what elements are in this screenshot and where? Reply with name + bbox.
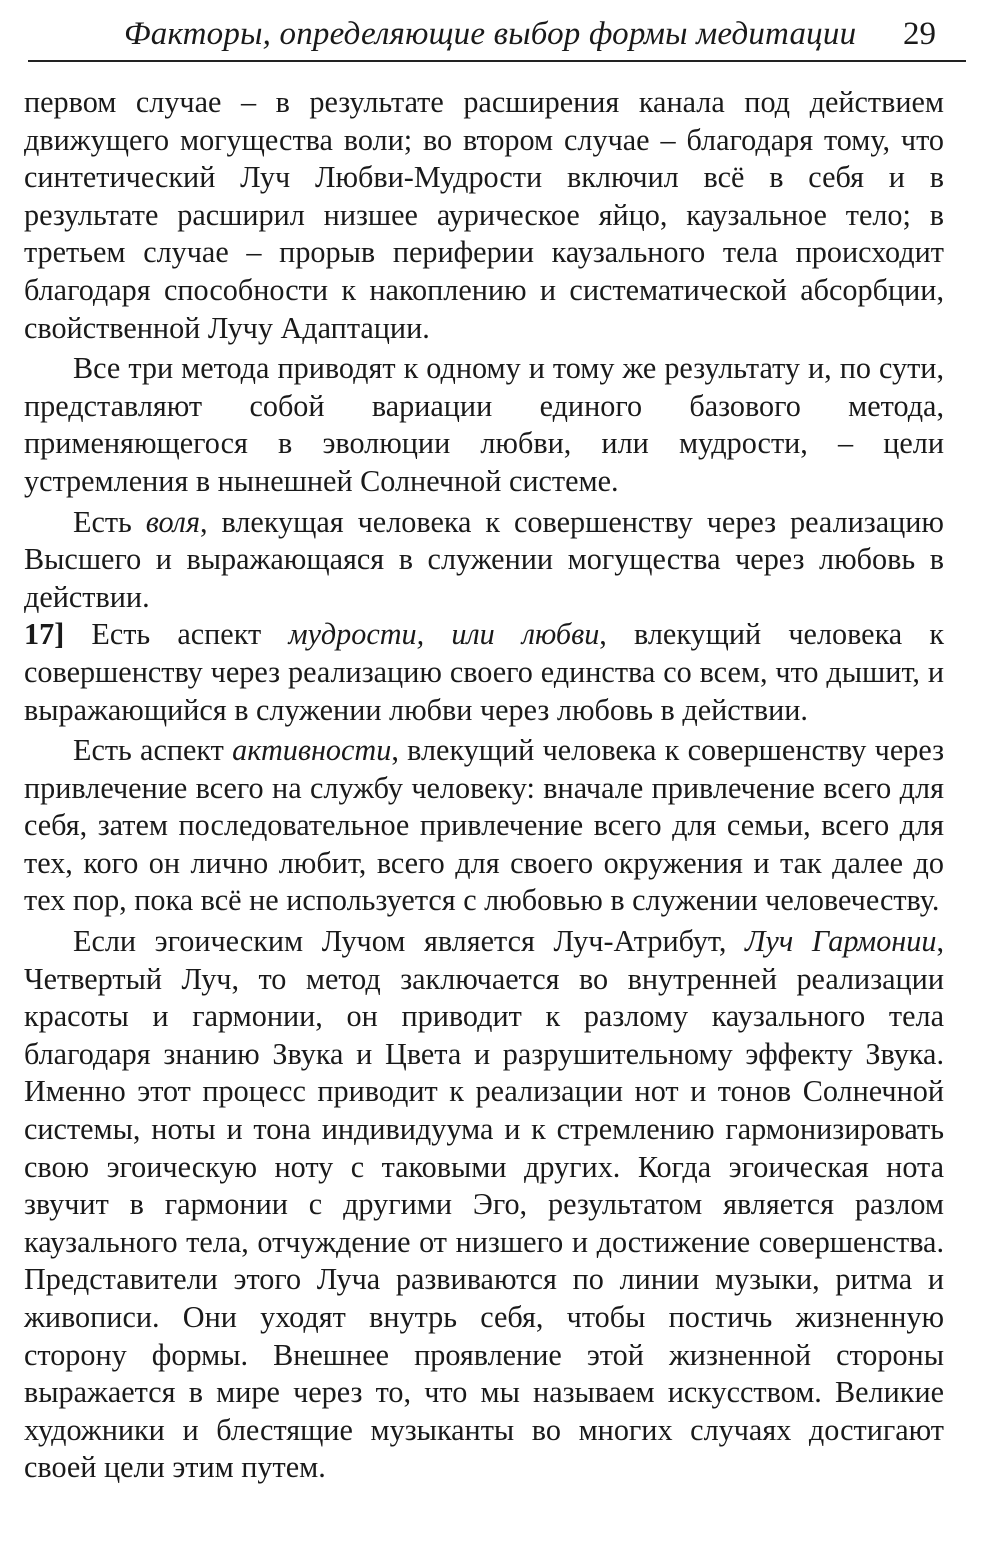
running-header: [28, 14, 966, 62]
paragraph-5-emphasis: активности: [232, 733, 392, 768]
paragraph-4: [24, 616, 944, 729]
paragraph-2-text: Все три метода приводят к одному и тому же результату и, по сути, представляют собой вариации единого базового метода, применяющегося в эволюции любви, или мудрости, – цели устремления в нынешней Солнечной системе.: [24, 351, 944, 498]
paragraph-2: [24, 350, 944, 500]
paragraph-1-text: первом случае – в результате расширения канала под действием движущего могущества воли; во втором случае – благодаря тому, что синтетический Луч Любви-Мудрости включил всё в себя и в результате расширил низшее аурическое яйцо, каузальное тело; в третьем случае – прорыв периферии каузального тела происходит благодаря способности к накоплению и систематической абсорбции, свойственной Лучу Адаптации.: [24, 85, 944, 345]
paragraph-6-pre: Если эгоическим Лучом является Луч-Атрибут,: [73, 924, 745, 959]
paragraph-5: [24, 732, 944, 920]
paragraph-3-emphasis: воля: [145, 504, 200, 539]
paragraph-1: [24, 84, 944, 347]
paragraph-6-emphasis: Луч Гармонии: [744, 924, 937, 959]
paragraph-4-emphasis: мудрости, или любви: [288, 617, 600, 652]
chapter-title: Факторы, определяющие выбор формы медитации: [124, 16, 857, 52]
original-page-marker: 17]: [24, 617, 65, 652]
paragraph-5-post: , влекущий человека к совершенству через привлечение всего на службу человеку: вначале привлечение всего для себя, затем последовательное привлечение всего для семьи, всего для тех, кого он лично любит, всего для своего окружения и так далее до тех пор, пока всё не используется с любовью в служении человечеству.: [24, 733, 945, 918]
page-body: [24, 84, 944, 1487]
paragraph-3: [24, 504, 944, 617]
paragraph-6: [24, 923, 944, 1487]
paragraph-6-post: , Четвертый Луч, то метод заключается во внутренней реализации красоты и гармонии, он приводит к разлому каузального тела благодаря знанию Звука и Цвета и разрушительному эффекту Звука. Именно этот процесс приводит к реализации нот и тонов Солнечной системы, ноты и тона индивидуума и к стремлению гармонизировать свою эгоическую ноту с таковыми других. Когда эгоическая нота звучит в гармонии с другими Эго, результатом является разлом каузального тела, отчуждение от низшего и достижение совершенства. Представители этого Луча развиваются по линии музыки, ритма и живописи. Они уходят внутрь себя, чтобы постичь жизненную сторону формы. Внешнее проявление этой жизненной стороны выражается в мире через то, что мы называем искусством. Великие художники и блестящие музыканты во многих случаях достигают своей цели этим путем.: [24, 924, 944, 1485]
paragraph-3-pre: Есть: [73, 504, 146, 539]
paragraph-3-post: , влекущая человека к совершенству через реализацию Высшего и выражающаяся в служении могущества через любовь в действии.: [24, 504, 944, 614]
paragraph-4-post: , влекущий человека к совершенству через реализацию своего единства со всем, что дышит, и выражающийся в служении любви через любовь в действии.: [24, 617, 945, 727]
paragraph-5-pre: Есть аспект: [73, 733, 233, 768]
paragraph-4-pre: Есть аспект: [64, 617, 289, 652]
page-number: 29: [903, 16, 936, 52]
